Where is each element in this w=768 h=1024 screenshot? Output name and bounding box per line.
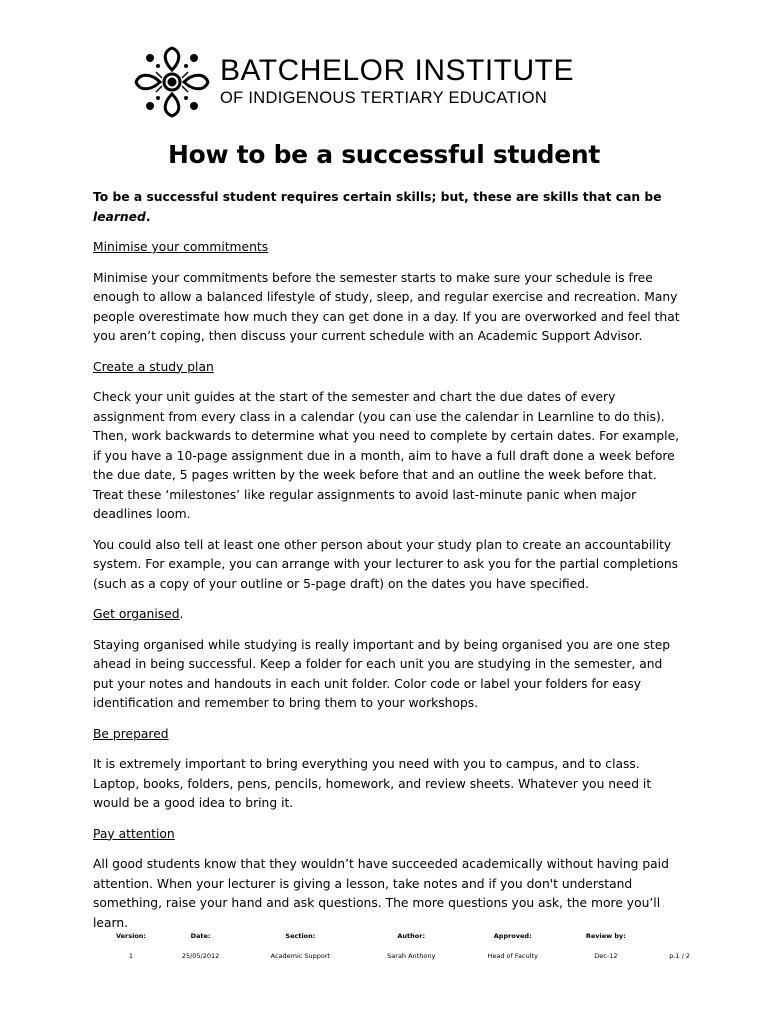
footer-value-date: 25/05/2012: [181, 952, 220, 960]
footer-value-author: Sarah Anthony: [387, 952, 436, 960]
intro-paragraph: [93, 188, 683, 227]
section-heading: [93, 605, 683, 625]
footer-label-author: Author:: [397, 932, 426, 940]
footer-value-version: 1: [128, 952, 134, 960]
footer-label-date: Date:: [190, 932, 211, 940]
footer-label-approved: Approved:: [493, 932, 532, 940]
intro-emphasis: learned: [93, 209, 146, 224]
footer-values-row: [100, 952, 690, 960]
section-heading-text: Pay attention: [93, 826, 175, 841]
intro-end: .: [145, 209, 151, 224]
batchelor-logo-icon: [128, 42, 216, 122]
footer-value-approved: Head of Faculty: [487, 952, 538, 960]
section-heading: [93, 238, 683, 258]
paragraph: Staying organised while studying is really important and by being organised you are one step ahead in being successful. Keep a folder for each unit you are studying in the semester, and put your notes and handouts in each unit folder. Color code or label your folders for easy identification and remember to bring them to your workshops.: [93, 637, 671, 710]
footer-value-section: Academic Support: [270, 952, 331, 960]
footer-table: [100, 930, 690, 960]
section-heading-text: Minimise your commitments: [93, 240, 269, 254]
intro-text: To be a successful student requires certain skills; but, these are skills that can be: [93, 190, 662, 204]
section-heading-text: Get organised: [93, 607, 180, 621]
footer-label-blank: [647, 930, 690, 952]
institute-subtitle: OF INDIGENOUS TERTIARY EDUCATION: [220, 89, 548, 107]
section-heading: [93, 825, 683, 845]
footer-labels-row: [100, 930, 690, 952]
section-heading: [93, 358, 683, 378]
paragraph: You could also tell at least one other person about your study plan to create an accountability system. For example, you can arrange with your lecturer to ask you for the partial completions (such as a copy of your outline or 5-page draft) on the dates you have specified.: [93, 537, 679, 591]
paragraph: All good students know that they wouldn’t have succeeded academically without having paid attention. When your lecturer is giving a lesson, take notes and if you don't understand something, raise your hand and ask questions. The more questions you ask, the more you’ll learn.: [93, 857, 669, 930]
section-heading-text: Create a study plan: [93, 359, 214, 374]
section-heading-suffix: .: [179, 607, 184, 621]
paragraph: It is extremely important to bring everything you need with you to campus, and to class. Laptop, books, folders, pens, pencils, homework, and review sheets. Whatever you need it would be a good idea to bring it.: [93, 757, 652, 810]
document-body: [93, 188, 683, 944]
section-heading: [93, 725, 683, 745]
page-number: p.1 / 2: [669, 952, 690, 960]
footer-value-review-by: Dec-12: [594, 952, 618, 960]
paragraph: Minimise your commitments before the semester starts to make sure your schedule is free enough to allow a balanced lifestyle of study, sleep, and regular exercise and recreation. Many people overestimate how much they can get done in a day. If you are overworked and feel that you aren’t coping, then discuss your current schedule with an Academic Support Advisor.: [93, 270, 680, 343]
footer-label-section: Section:: [285, 932, 316, 940]
footer-label-version: Version:: [115, 932, 147, 940]
footer-label-review-by: Review by:: [585, 932, 626, 940]
page-title: How to be a successful student: [167, 140, 601, 169]
document-footer: [100, 930, 690, 960]
paragraph: Check your unit guides at the start of the semester and chart the due dates of every assignment from every class in a calendar (you can use the calendar in Learnline to do this). Then, work backwards to determine what you need to complete by certain dates. For example, if you have a 10-page assignment due in a month, aim to have a full draft done a week before the due date, 5 pages written by the week before that and an outline the week before that. Treat these ‘milestones’ like regular assignments to avoid last-minute panic when major deadlines loom.: [93, 390, 680, 521]
section-heading-text: Be prepared: [93, 726, 169, 741]
institute-name: BATCHELOR INSTITUTE: [220, 54, 574, 87]
